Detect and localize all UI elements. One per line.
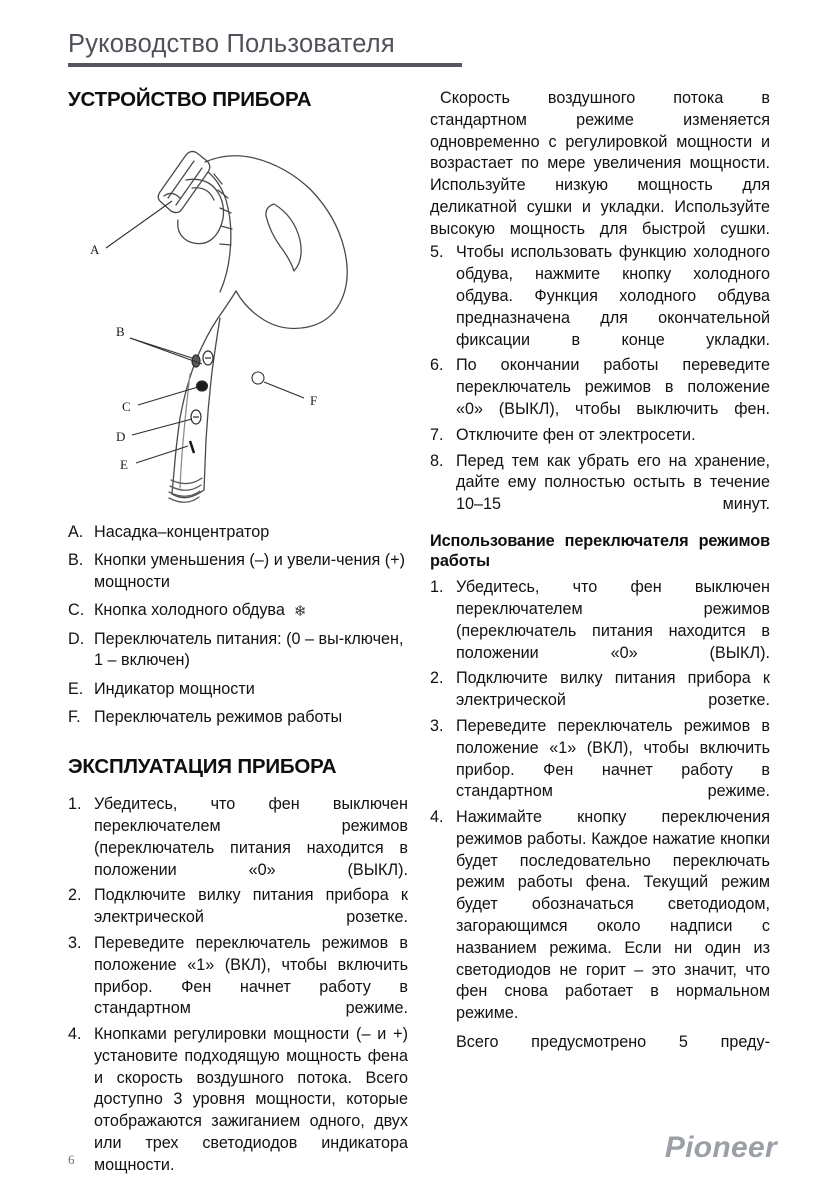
legend-mark-c: C. <box>68 600 85 619</box>
callout-label-b: B <box>116 323 125 339</box>
mode-step-number-3: 3. <box>430 716 444 735</box>
legend-text-f: Переключатель режимов работы <box>94 707 343 726</box>
step-text-5: Чтобы использовать функцию холодного обдува, нажмите кнопку холодного обдува. Функция холодного обдува предназначена для окончательной фиксации в конце укладки. <box>456 243 770 349</box>
operation-step-4 <box>68 1024 408 1176</box>
page-header <box>68 30 462 67</box>
brand-logo-pioneer: Pioneer <box>664 1131 777 1164</box>
step-number-2: 2. <box>68 886 82 905</box>
page-title: Руководство Пользователя <box>68 30 395 58</box>
snowflake-icon: ❄ <box>293 602 307 620</box>
legend-text-e: Индикатор мощности <box>94 679 255 698</box>
legend-item-b <box>68 550 408 594</box>
step-number-7: 7. <box>430 425 444 444</box>
page-number: 6 <box>68 1152 75 1167</box>
mode-step-text-1: Убедитесь, что фен выключен переключателем режимов (переключатель питания находится в положении «0» (ВЫКЛ). <box>456 578 770 662</box>
header-divider <box>68 63 462 67</box>
airflow-intro-paragraph: Скорость воздушного потока в стандартном режиме изменяется одновременно с регулировкой мощности и возрастает по мере увеличения мощности. Используйте низкую мощность для деликатной сушки и укладки. Используйте высокую мощность для быстрой сушки. <box>430 89 770 238</box>
step-number-5: 5. <box>430 243 444 262</box>
mode-switch-steps-list <box>430 577 770 1025</box>
callout-label-c: C <box>122 398 131 414</box>
step-text-8: Перед тем как убрать его на хранение, дайте ему полностью остыть в течение 10–15 минут. <box>456 451 770 514</box>
mode-step-4 <box>430 807 770 1025</box>
mode-step-1 <box>430 577 770 664</box>
legend-text-a: Насадка–концентратор <box>94 522 270 541</box>
mode-step-text-3: Переведите переключатель режимов в положение «1» (ВКЛ), чтобы включить прибор. Фен начнет работу в стандартном режиме. <box>456 716 770 801</box>
section-heading-device: УСТРОЙСТВО ПРИБОРА <box>68 88 312 111</box>
legend-text-d: Переключатель питания: (0 – вы-ключен, 1 – включен) <box>94 629 404 670</box>
operation-step-6 <box>430 355 770 420</box>
mode-step-3 <box>430 716 770 803</box>
mode-step-text-4: Нажимайте кнопку переключения режимов работы. Каждое нажатие кнопки будет последовательно переключать режим работы фена. Текущий режим будет обозначаться светодиодом, загорающимся около надписи с названием режима. Если ни один из светодиодов не горит – это значит, что фен снова работает в нормальном режиме. <box>456 808 770 1023</box>
operation-steps-continued-list <box>430 242 770 515</box>
callout-label-f: F <box>310 392 318 408</box>
legend-text-b: Кнопки уменьшения (–) и увели-чения (+) мощности <box>94 550 406 591</box>
legend-item-f <box>68 707 408 729</box>
callout-label-a: A <box>90 241 100 257</box>
operation-step-5 <box>430 242 770 351</box>
legend-mark-e: E. <box>68 679 84 698</box>
component-legend-list <box>68 522 408 729</box>
step-text-1: Убедитесь, что фен выключен переключателем режимов (переключатель питания находится в положении «0» (ВЫКЛ). <box>94 795 408 879</box>
hair-dryer-diagram <box>68 128 408 508</box>
legend-item-e <box>68 679 408 701</box>
operation-step-1 <box>68 794 408 881</box>
operation-step-2 <box>68 885 408 929</box>
legend-item-a <box>68 522 408 544</box>
step-number-1: 1. <box>68 795 82 814</box>
mode-step-number-4: 4. <box>430 808 444 827</box>
step-text-7: Отключите фен от электросети. <box>456 425 696 444</box>
legend-mark-f: F. <box>68 707 81 726</box>
operation-steps-list <box>68 794 408 1176</box>
callout-label-d: D <box>116 428 126 444</box>
step-number-8: 8. <box>430 451 444 470</box>
legend-mark-a: A. <box>68 522 84 541</box>
mode-step-number-2: 2. <box>430 669 444 688</box>
legend-text-c: Кнопка холодного обдува <box>94 600 285 619</box>
legend-mark-d: D. <box>68 629 85 648</box>
mode-step-2 <box>430 668 770 712</box>
section-heading-operation: ЭКСПЛУАТАЦИЯ ПРИБОРА <box>68 754 337 778</box>
mode-step-number-1: 1. <box>430 578 444 597</box>
step-number-3: 3. <box>68 933 82 952</box>
mode-step-text-2: Подключите вилку питания прибора к электрической розетке. <box>456 669 770 710</box>
step-text-3: Переведите переключатель режимов в положение «1» (ВКЛ), чтобы включить прибор. Фен начнет работу в стандартном режиме. <box>94 933 408 1018</box>
step-text-6: По окончании работы переведите переключатель режимов в положение «0» (ВЫКЛ), чтобы выключить фен. <box>456 356 770 418</box>
legend-item-d <box>68 629 408 673</box>
subsection-heading-mode-switch: Использование переключателя режимов работы <box>430 531 770 571</box>
operation-step-7 <box>430 425 770 447</box>
step-text-4: Кнопками регулировки мощности (– и +) установите подходящую мощность фена и скорость воздушного потока. Всего доступно 3 уровня мощности, которые отображаются зажиганием одного, двух или трех светодиодов индикатора мощности. <box>94 1025 408 1174</box>
operation-step-8 <box>430 451 770 516</box>
right-column <box>430 88 770 1054</box>
operation-step-3 <box>68 933 408 1020</box>
legend-item-c <box>68 600 408 622</box>
step-number-4: 4. <box>68 1025 82 1044</box>
left-column <box>68 88 408 1181</box>
continuation-paragraph: Всего предусмотрено 5 преду- <box>456 1032 770 1051</box>
step-text-2: Подключите вилку питания прибора к электрической розетке. <box>94 886 408 927</box>
callout-label-e: E <box>120 456 128 472</box>
legend-mark-b: B. <box>68 550 84 569</box>
step-number-6: 6. <box>430 356 444 375</box>
